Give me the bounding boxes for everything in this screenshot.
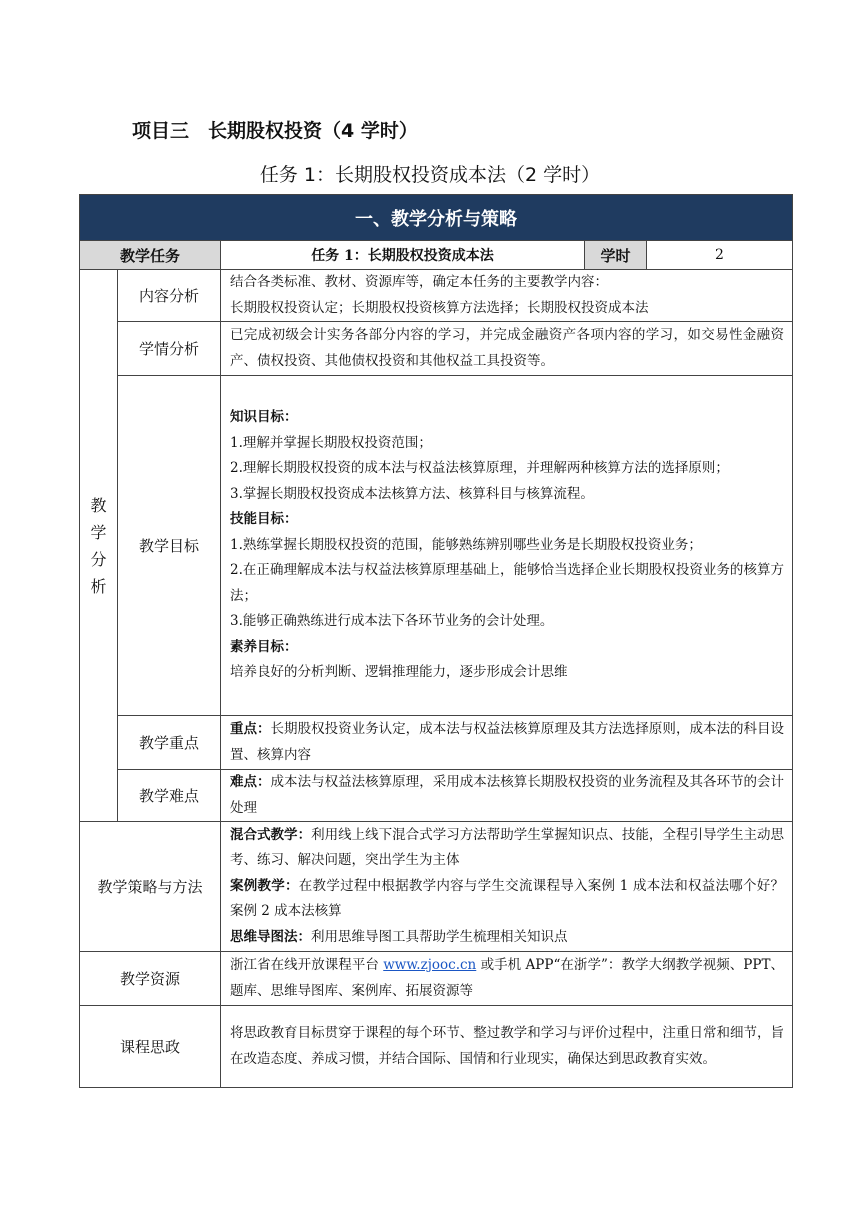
key-points-label: 教学重点 xyxy=(118,716,221,770)
strategy-item xyxy=(230,874,784,925)
analysis-group-text: 教 学 分 析 xyxy=(90,495,107,596)
literacy-title: 素养目标： xyxy=(230,638,298,655)
key-points-prefix: 重点： xyxy=(230,721,271,737)
resources-text-after: 或手机 APP“在浙学”：教学大纲教学视频、PPT、题库、思维导图库、案例库、拓展资源等 xyxy=(230,957,785,999)
skill-title: 技能目标： xyxy=(230,511,298,528)
ideology-label: 课程思政 xyxy=(80,1006,221,1088)
analysis-strategy-table xyxy=(79,194,793,1088)
hours-label: 学时 xyxy=(585,241,647,270)
difficulties-prefix: 难点： xyxy=(230,774,271,790)
ideology-text: 将思政教育目标贯穿于课程的每个环节、整过教学和学习与评价过程中，注重日常和细节，旨在改造态度、养成习惯，并结合国际、国情和行业现实，确保达到思政教育实效。 xyxy=(221,1006,793,1088)
difficulties-label: 教学难点 xyxy=(118,770,221,822)
strategy-item-prefix: 思维导图法： xyxy=(230,928,311,945)
task-label: 教学任务 xyxy=(80,241,221,270)
difficulties-text xyxy=(221,770,793,822)
skill-item: 3.能够正确熟练进行成本法下各环节业务的会计处理。 xyxy=(230,613,554,630)
key-points-text xyxy=(221,716,793,770)
resources-text-before: 浙江省在线开放课程平台 xyxy=(230,957,384,973)
strategy-item-body: 利用线上线下混合式学习方法帮助学生掌握知识点、技能，全程引导学生主动思考、练习、解决问题，突出学生为主体 xyxy=(230,826,785,869)
knowledge-item: 3.掌握长期股权投资成本法核算方法、核算科目与核算流程。 xyxy=(230,485,594,502)
section-banner: 一、教学分析与策略 xyxy=(80,195,793,241)
analysis-group-label xyxy=(80,270,118,822)
strategy-item xyxy=(230,823,784,874)
key-points-body: 长期股权投资业务认定，成本法与权益法核算原理及其方法选择原则，成本法的科目设置、核算内容 xyxy=(230,721,785,763)
project-title: 项目三 长期股权投资（4 学时） xyxy=(132,120,418,142)
strategy-text xyxy=(221,822,793,952)
content-analysis-label: 内容分析 xyxy=(118,270,221,322)
strategy-item-prefix: 案例教学： xyxy=(230,877,299,894)
content-analysis-line: 长期股权投资认定；长期股权投资核算方法选择；长期股权投资成本法 xyxy=(230,299,649,316)
resources-label: 教学资源 xyxy=(80,952,221,1006)
content-analysis-text xyxy=(221,270,793,322)
difficulties-body: 成本法与权益法核算原理，采用成本法核算长期股权投资的业务流程及其各环节的会计处理 xyxy=(230,774,785,816)
strategy-item-body: 利用思维导图工具帮助学生梳理相关知识点 xyxy=(311,928,568,945)
task-value: 任务 1：长期股权投资成本法 xyxy=(221,241,585,270)
strategy-item-prefix: 混合式教学： xyxy=(230,826,312,843)
objectives-label: 教学目标 xyxy=(118,376,221,716)
literacy-item: 培养良好的分析判断、逻辑推理能力，逐步形成会计思维 xyxy=(230,664,568,681)
learner-analysis-text: 已完成初级会计实务各部分内容的学习，并完成金融资产各项内容的学习，如交易性金融资产、债权投资、其他债权投资和其他权益工具投资等。 xyxy=(221,322,793,376)
zjooc-link[interactable]: www.zjooc.cn xyxy=(383,957,477,973)
content-analysis-line: 结合各类标准、教材、资源库等，确定本任务的主要教学内容： xyxy=(230,274,608,290)
knowledge-title: 知识目标： xyxy=(230,409,298,426)
skill-item: 1.熟练掌握长期股权投资的范围，能够熟练辨别哪些业务是长期股权投资业务； xyxy=(230,536,702,553)
learner-analysis-label: 学情分析 xyxy=(118,322,221,376)
skill-item: 2.在正确理解成本法与权益法核算原理基础上，能够恰当选择企业长期股权投资业务的核算方法； xyxy=(230,562,785,604)
strategy-item-body: 在教学过程中根据教学内容与学生交流课程导入案例 1 成本法和权益法哪个好？案例 2 成本法核算 xyxy=(230,877,785,920)
knowledge-item: 2.理解长期股权投资的成本法与权益法核算原理，并理解两种核算方法的选择原则； xyxy=(230,460,729,477)
resources-text xyxy=(221,952,793,1006)
hours-value: 2 xyxy=(647,241,793,270)
strategy-item xyxy=(230,925,784,951)
strategy-label: 教学策略与方法 xyxy=(80,822,221,952)
task-title: 任务 1：长期股权投资成本法（2 学时） xyxy=(259,164,601,186)
knowledge-item: 1.理解并掌握长期股权投资范围； xyxy=(230,434,432,451)
objectives-text xyxy=(221,376,793,716)
